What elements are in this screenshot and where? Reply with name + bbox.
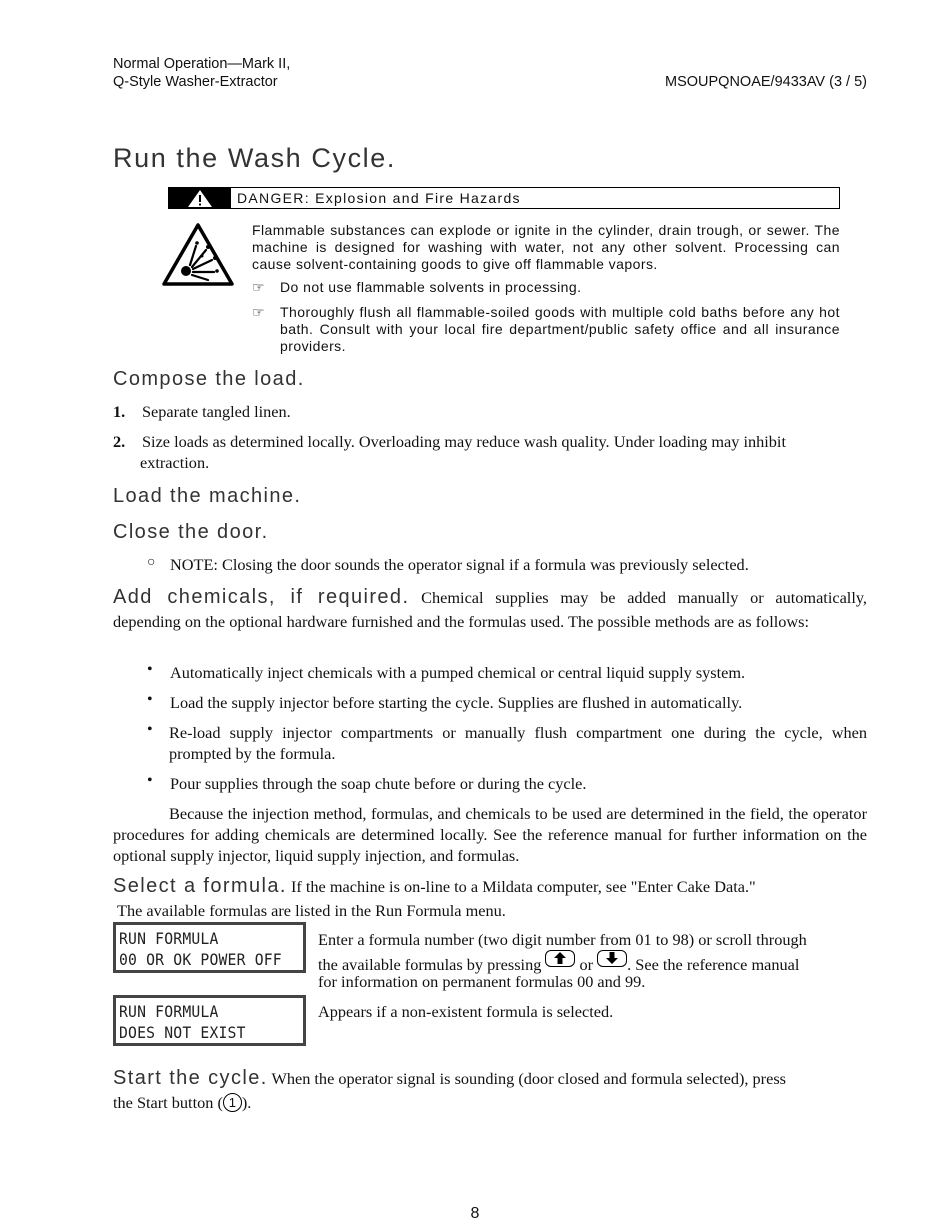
step-number: 2. bbox=[113, 432, 126, 451]
page-title: Run the Wash Cycle. bbox=[113, 143, 396, 173]
step-text: Size loads as determined locally. Overloading may reduce wash quality. Under loading may inhibit bbox=[142, 432, 786, 451]
danger-banner bbox=[168, 187, 840, 209]
formula-desc-line-1: Enter a formula number (two digit number from 01 to 98) or scroll through bbox=[318, 930, 807, 949]
start-intro bbox=[113, 1068, 786, 1089]
formula-desc-or: or bbox=[579, 955, 594, 974]
formula-intro-continued: The available formulas are listed in the Run Formula menu. bbox=[117, 901, 506, 920]
section-heading-compose: Compose the load. bbox=[113, 368, 305, 390]
chemical-method-2: Load the supply injector before starting the cycle. Supplies are flushed in automatically. bbox=[170, 693, 743, 712]
section-heading-load: Load the machine. bbox=[113, 485, 302, 507]
danger-description: Flammable substances can explode or ignite in the cylinder, drain trough, or sewer. The machine is designed for washing with water, not any other solvent. Processing can cause solvent-containing goods to give off flammable vapors. bbox=[252, 222, 840, 272]
close-door-note: NOTE: Closing the door sounds the operator signal if a formula was previously selected. bbox=[170, 555, 749, 574]
pointing-hand-icon: ☞ bbox=[252, 279, 265, 295]
circle-bullet-icon: ○ bbox=[147, 555, 156, 570]
section-heading-formula: Select a formula. bbox=[113, 875, 287, 897]
start-button-icon: 1 bbox=[223, 1093, 242, 1112]
explosion-hazard-icon bbox=[162, 222, 234, 286]
running-header bbox=[113, 55, 290, 91]
start-text: When the operator signal is sounding (door closed and formula selected), press bbox=[271, 1069, 786, 1088]
warning-triangle-icon bbox=[169, 188, 231, 208]
formula-intro-text: If the machine is on-line to a Mildata computer, see "Enter Cake Data." bbox=[290, 877, 756, 896]
formula-desc-ref: . See the reference manual bbox=[627, 955, 800, 974]
start-text-c: ). bbox=[241, 1093, 252, 1112]
danger-title: DANGER: Explosion and Fire Hazards bbox=[237, 190, 521, 206]
section-heading-start: Start the cycle. bbox=[113, 1067, 268, 1089]
chemicals-intro-continued: depending on the optional hardware furnished and the formulas used. The possible methods are as follows: bbox=[113, 612, 810, 631]
chemicals-intro-text: Chemical supplies may be added manually or automatically, bbox=[421, 588, 868, 607]
header-line-2: Q-Style Washer-Extractor bbox=[113, 74, 278, 90]
danger-bullet-2: Thoroughly flush all flammable-soiled goods with multiple cold baths before any hot bath. Consult with your local fire department/public safety office and all insurance providers. bbox=[280, 304, 840, 354]
danger-bullet-1: Do not use flammable solvents in processing. bbox=[280, 279, 582, 295]
lcd-display-run-formula bbox=[113, 922, 306, 973]
formula-desc-text: the available formulas by pressing bbox=[318, 955, 542, 974]
bullet-icon: • bbox=[147, 661, 153, 678]
chemical-method-4: Pour supplies through the soap chute before or during the cycle. bbox=[170, 774, 587, 793]
up-arrow-key-icon bbox=[545, 950, 575, 967]
formula-intro bbox=[113, 876, 756, 897]
step-text-continued: extraction. bbox=[140, 453, 210, 472]
pointing-hand-icon: ☞ bbox=[252, 304, 265, 320]
formula-desc-line-3: for information on permanent formulas 00 and 99. bbox=[318, 972, 646, 991]
chemical-method-3: Re-load supply injector compartments or manually flush compartment one during the cycle, when prompted by the formula. bbox=[169, 723, 867, 763]
lcd-line-2: 00 OR OK POWER OFF bbox=[119, 950, 282, 969]
bullet-icon: • bbox=[147, 691, 153, 708]
lcd-line-1: RUN FORMULA bbox=[119, 929, 219, 948]
step-number: 1. bbox=[113, 402, 126, 421]
document-id: MSOUPQNOAE/9433AV (3 / 5) bbox=[665, 74, 867, 90]
formula-not-exist-desc: Appears if a non-existent formula is selected. bbox=[318, 1002, 614, 1021]
start-text-b: the Start button ( bbox=[113, 1093, 223, 1112]
chemicals-intro bbox=[113, 587, 867, 608]
bullet-icon: • bbox=[147, 772, 153, 789]
chemicals-paragraph: Because the injection method, formulas, and chemicals to be used are determined in the field, the operator procedures for adding chemicals are determined locally. See the reference manual for further information on the optional supply injector, liquid supply injection, and formulas. bbox=[113, 804, 867, 865]
lcd-line-2: DOES NOT EXIST bbox=[119, 1023, 246, 1042]
lcd-line-1: RUN FORMULA bbox=[119, 1002, 219, 1021]
header-line-1: Normal Operation—Mark II, bbox=[113, 56, 291, 72]
step-text: Separate tangled linen. bbox=[142, 402, 291, 421]
start-line-2 bbox=[113, 1092, 251, 1113]
section-heading-chemicals: Add chemicals, if required. bbox=[113, 586, 410, 608]
lcd-display-does-not-exist bbox=[113, 995, 306, 1046]
section-heading-close: Close the door. bbox=[113, 521, 269, 543]
chemical-method-1: Automatically inject chemicals with a pumped chemical or central liquid supply system. bbox=[170, 663, 746, 682]
down-arrow-key-icon bbox=[597, 950, 627, 967]
page-number: 8 bbox=[470, 1205, 480, 1222]
bullet-icon: • bbox=[147, 721, 153, 738]
